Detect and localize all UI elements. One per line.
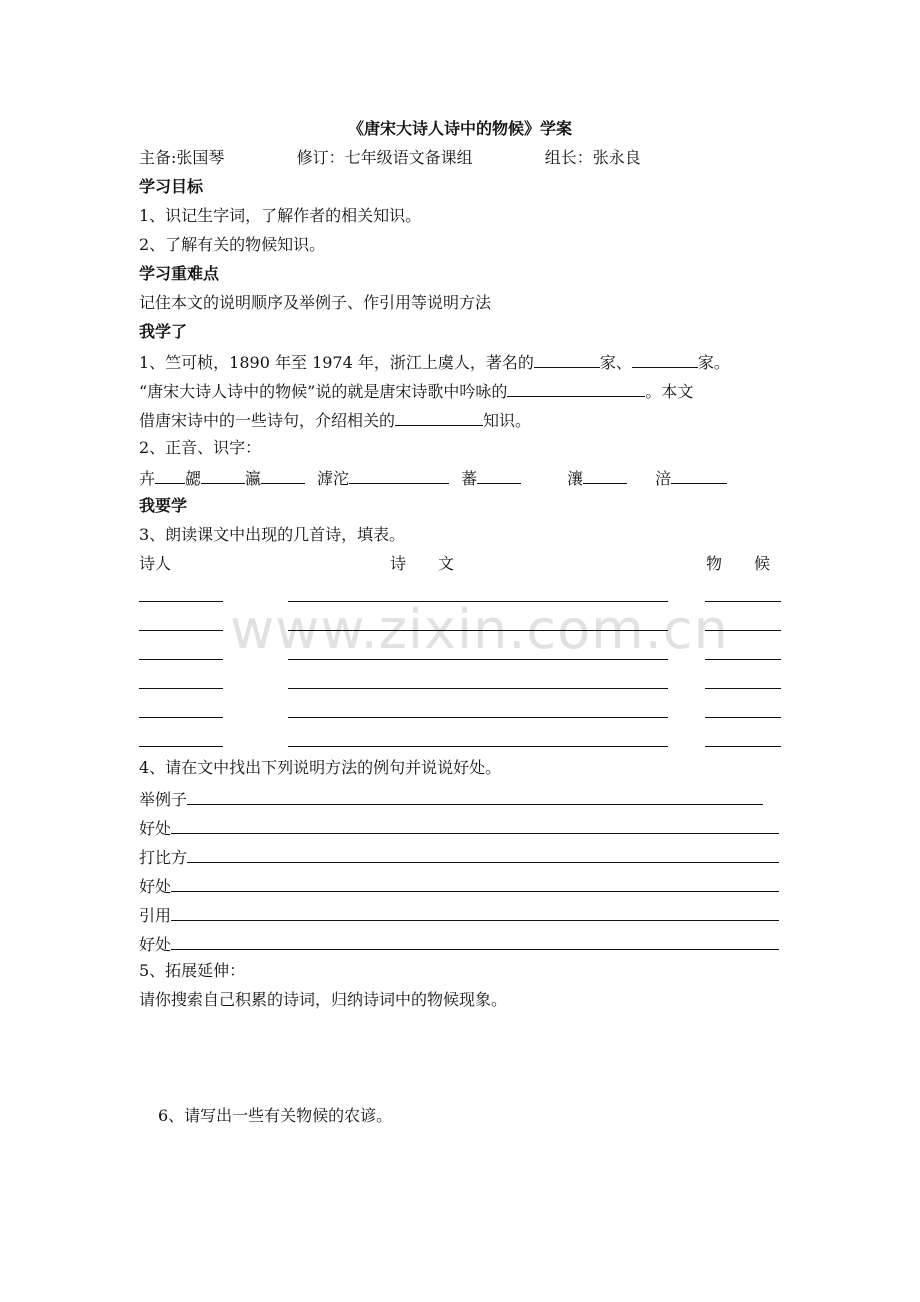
i-learned-heading: 我学了 xyxy=(139,322,188,341)
blank-field[interactable] xyxy=(261,466,305,484)
question-5-text: 请你搜索自己积累的诗词，归纳诗词中的物候现象。 xyxy=(139,990,508,1009)
poem-answer-line[interactable] xyxy=(288,601,668,602)
method-row xyxy=(139,786,763,811)
method-label: 举例子 xyxy=(139,790,188,809)
phenology-answer-line[interactable] xyxy=(705,630,781,631)
poem-answer-line[interactable] xyxy=(288,746,668,747)
question-2-label: 2、正音、识字： xyxy=(139,438,262,457)
phenology-answer-line[interactable] xyxy=(705,601,781,602)
method-row xyxy=(139,931,779,956)
method-label: 好处 xyxy=(139,877,172,896)
char-item: 勰 xyxy=(185,469,202,488)
char-item: 瀛 xyxy=(245,469,262,488)
blank-field[interactable] xyxy=(507,379,645,397)
blank-field[interactable] xyxy=(632,350,698,368)
column-poet: 诗人 xyxy=(139,554,172,573)
objective-item: 2、了解有关的物候知识。 xyxy=(139,235,326,254)
q1-text: 家。 xyxy=(697,353,730,372)
key-points-heading: 学习重难点 xyxy=(139,264,220,283)
poet-answer-line[interactable] xyxy=(139,601,223,602)
poem-answer-line[interactable] xyxy=(288,659,668,660)
blank-field[interactable] xyxy=(155,466,185,484)
question-6-label: 6、请写出一些有关物候的农谚。 xyxy=(158,1106,393,1125)
method-row xyxy=(139,873,779,898)
answer-line[interactable] xyxy=(171,931,779,950)
answer-line[interactable] xyxy=(171,815,779,834)
phenology-answer-line[interactable] xyxy=(705,659,781,660)
blank-field[interactable] xyxy=(583,466,627,484)
poet-answer-line[interactable] xyxy=(139,717,223,718)
poem-answer-line[interactable] xyxy=(288,630,668,631)
method-label: 好处 xyxy=(139,819,172,838)
q1-text: 知识。 xyxy=(483,411,532,430)
question-1-line-1 xyxy=(139,350,730,374)
poet-answer-line[interactable] xyxy=(139,688,223,689)
answer-line[interactable] xyxy=(171,873,779,892)
method-row xyxy=(139,815,779,840)
method-row xyxy=(139,902,779,927)
method-row xyxy=(139,844,779,869)
answer-line[interactable] xyxy=(187,786,763,805)
q1-text: 1、竺可桢，1890 年至 1974 年，浙江上虞人，著名的 xyxy=(139,353,534,372)
question-3-label: 3、朗读课文中出现的几首诗，填表。 xyxy=(139,525,406,544)
question-1-line-3 xyxy=(139,408,531,432)
poem-answer-line[interactable] xyxy=(288,717,668,718)
revise-group: 修订：七年级语文备课组 xyxy=(296,148,473,167)
poet-answer-line[interactable] xyxy=(139,746,223,747)
pronunciation-row xyxy=(139,466,727,490)
q1-text: 家、 xyxy=(599,353,632,372)
key-points-text: 记住本文的说明顺序及举例子、作引用等说明方法 xyxy=(139,293,492,312)
q1-text: 借唐宋诗中的一些诗句，介绍相关的 xyxy=(139,411,396,430)
phenology-answer-line[interactable] xyxy=(705,688,781,689)
method-label: 打比方 xyxy=(139,848,188,867)
watermark: www.zixin.com.cn xyxy=(230,598,729,661)
blank-field[interactable] xyxy=(201,466,245,484)
column-phenology: 物 候 xyxy=(706,554,771,573)
poet-answer-line[interactable] xyxy=(139,630,223,631)
question-1-line-2 xyxy=(139,379,693,403)
question-4-label: 4、请在文中找出下列说明方法的例句并说说好处。 xyxy=(139,758,502,777)
q1-text: “唐宋大诗人诗中的物候”说的就是唐宋诗歌中吟咏的 xyxy=(139,382,508,401)
objective-item: 1、识记生字词，了解作者的相关知识。 xyxy=(139,206,422,225)
method-label: 引用 xyxy=(139,906,172,925)
phenology-answer-line[interactable] xyxy=(705,717,781,718)
blank-field[interactable] xyxy=(349,466,449,484)
lead-author: 主备:张国琴 xyxy=(139,148,225,167)
objectives-heading: 学习目标 xyxy=(139,177,204,196)
phenology-answer-line[interactable] xyxy=(705,746,781,747)
blank-field[interactable] xyxy=(395,408,483,426)
char-item: 滹沱 xyxy=(317,469,350,488)
answer-line[interactable] xyxy=(171,902,779,921)
credits-line xyxy=(139,147,641,169)
poem-answer-line[interactable] xyxy=(288,688,668,689)
method-label: 好处 xyxy=(139,935,172,954)
char-item: 涪 xyxy=(655,469,672,488)
group-leader: 组长：张永良 xyxy=(544,148,641,167)
char-item: 卉 xyxy=(139,469,156,488)
question-5-label: 5、拓展延伸： xyxy=(139,961,246,980)
char-item: 瀼 xyxy=(567,469,584,488)
char-item: 蕃 xyxy=(461,469,478,488)
column-poem: 诗 文 xyxy=(390,554,455,573)
blank-field[interactable] xyxy=(534,350,600,368)
blank-field[interactable] xyxy=(477,466,521,484)
blank-field[interactable] xyxy=(671,466,727,484)
i-want-learn-heading: 我要学 xyxy=(139,496,188,515)
poet-answer-line[interactable] xyxy=(139,659,223,660)
answer-line[interactable] xyxy=(187,844,779,863)
q1-text: 。本文 xyxy=(645,382,694,401)
page-title: 《唐宋大诗人诗中的物候》学案 xyxy=(347,119,572,138)
